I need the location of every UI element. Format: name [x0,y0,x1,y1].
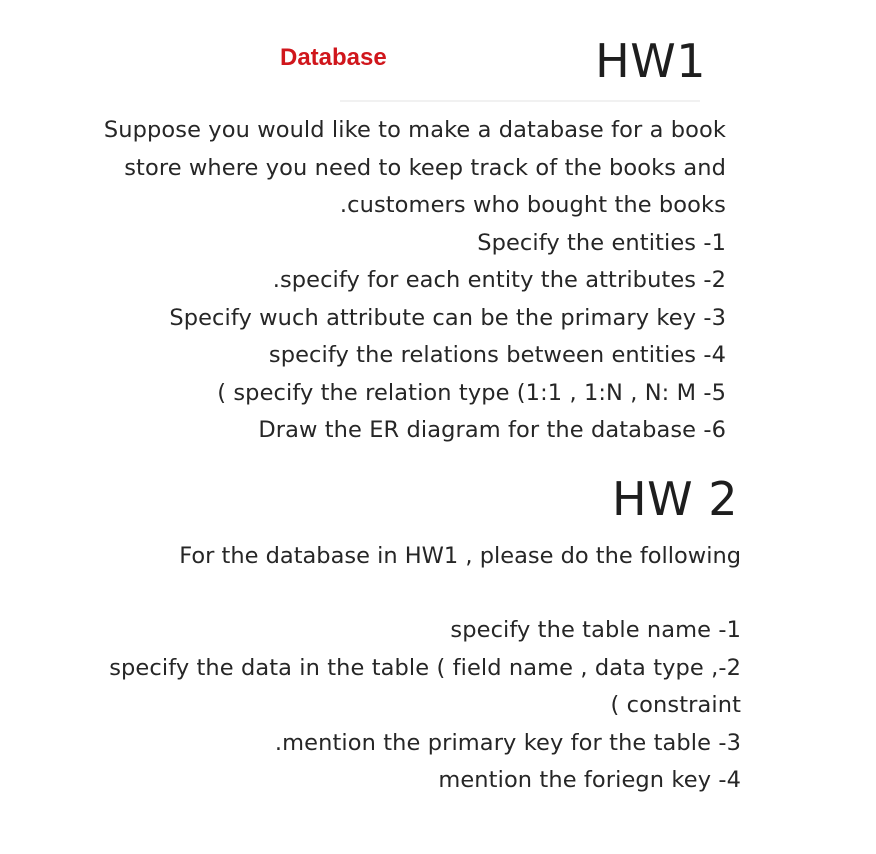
hw1-line: store where you need to keep track of the books and [124,154,726,181]
divider [340,100,700,102]
hw1-line: Specify wuch attribute can be the primary key -3 [169,304,726,331]
hw2-line: specify the data in the table ( field name , data type ,-2 [109,654,741,681]
hw2-instructions [109,612,741,800]
hw2-line: specify the table name -1 [450,617,741,643]
hw2-intro: For the database in HW1 , please do the following [179,543,741,569]
hw1-line: Draw the ER diagram for the database -6 [258,417,726,443]
hw1-line: Specify the entities -1 [477,229,726,256]
hw1-line: .customers who bought the books [339,192,726,218]
hw2-line: .mention the primary key for the table -3 [274,729,741,756]
hw1-line: specify the relations between entities -4 [268,342,726,368]
hw2-title: HW 2 [612,472,738,526]
hw1-instructions [104,112,726,450]
hw1-line: ( specify the relation type (1:1 , 1:N , N: M -5 [217,379,726,406]
subject-label: Database [280,44,387,71]
hw1-title: HW1 [595,34,706,88]
hw1-line: Suppose you would like to make a database for a book [103,117,726,143]
hw2-line: ( constraint [610,692,741,718]
hw2-line: mention the foriegn key -4 [438,767,741,793]
hw1-line: .specify for each entity the attributes -2 [272,267,726,293]
